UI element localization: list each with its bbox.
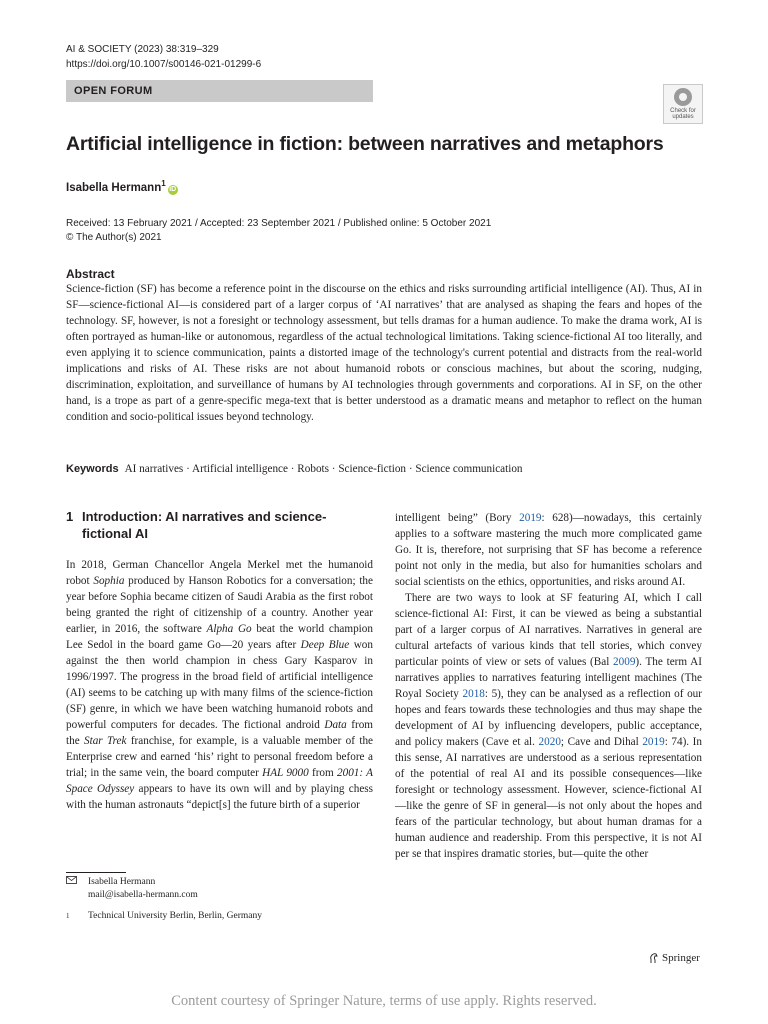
orcid-icon[interactable]: iD — [169, 185, 177, 193]
publisher-name: Springer — [662, 952, 700, 964]
author-line — [66, 179, 178, 195]
keywords-heading: Keywords — [66, 463, 119, 475]
badge-text: Check for updates — [670, 108, 696, 120]
author-name[interactable]: Isabella Hermann — [66, 181, 162, 194]
courtesy-notice: Content courtesy of Springer Nature, terms of use apply. Rights reserved. — [171, 993, 597, 1009]
citation-link[interactable]: 2019 — [519, 512, 542, 524]
keywords-line — [66, 461, 702, 477]
check-for-updates-badge[interactable] — [663, 84, 703, 124]
publication-dates — [66, 217, 491, 245]
footnote-divider — [66, 872, 126, 873]
citation-link[interactable]: 2009 — [613, 656, 636, 668]
keywords-text: AI narratives · Artificial intelligence · Robots · Science-fiction · Science communication — [124, 463, 523, 475]
article-title: Artificial intelligence in fiction: between narratives and metaphors — [66, 133, 664, 155]
paragraph: In 2018, German Chancellor Angela Merkel met the humanoid robot Sophia produced by Hanson Robotics for a conversation; the year before Sophia became citizen of Saudi Arabia as the first robot being granted the right of citizenship of a country. Another year earlier, in 2016, the software Alpha Go beat the world champion Lee Sedol in the board game Go—20 years after Deep Blue won against the then world champion in chess Gary Kasparov in 1996/1997. The progress in the broad field of artificial intelligence (AI) seems to be catching up with many films of the science-fiction (SF) genre, in which we have been watching humanoid robots and powerful computers for decades. The fictional android Data from the Star Trek franchise, for example, is a valuable member of the Enterprise crew and earned ‘his’ right to personal freedom before a trial; in the same vein, the board computer HAL 9000 from 2001: A Space Odyssey appears to have its own will and by playing chess with the human astronauts “depict[s] the future birth of a superior — [66, 559, 374, 811]
citation-link[interactable]: 2018 — [462, 688, 485, 700]
citation-link[interactable]: 2019 — [642, 736, 665, 748]
correspondent-email[interactable]: mail@isabella-hermann.com — [88, 890, 198, 900]
section-title: Introduction: AI narratives and science-fictional AI — [82, 509, 327, 541]
copyright-line: © The Author(s) 2021 — [66, 232, 162, 243]
springer-horse-icon — [649, 953, 659, 964]
journal-citation: AI & SOCIETY (2023) 38:319–329 — [66, 44, 219, 55]
affiliation-number: 1 — [66, 912, 70, 920]
correspondence-note — [66, 876, 373, 902]
affiliation-note — [66, 910, 373, 923]
abstract-text: Science-fiction (SF) has become a reference point in the discourse on the ethics and risks surrounding artificial intelligence (AI). Thus, AI in SF—science-fictional AI—is considered part of a larger corpus of ‘AI narratives’ that are analysed as shaping the fears and hopes of the technology. SF, however, is not a foresight or technology assessment, but tells dramas for a human audience. To make the drama work, AI is often portrayed as human-like or autonomous, regardless of the actual technological limitations. Taking science-fictional AI too literally, and even applying it to science communication, paints a distorted image of the technology's current potential and distracts from the real-world implications and risks of AI. These risks are not about humanoid robots or conscious machines, but about the scoring, nudging, discrimination, exploitation, and surveillance of humans by AI technologies through governments and corporations. AI in SF, on the other hand, is a trope as part of a genre-specific mega-text that is better understood as a dramatic means and metaphor to reflect on the human condition and socio-political issues beyond technology. — [66, 283, 702, 423]
paragraph: intelligent being” (Bory 2019: 628)—nowadays, this certainly applies to a software mastering the much more complicated game Go. It is, therefore, not surprising that SF has become a reference point not only in the media, but also for humanities scholars and social scientists on the ethics, opportunities, and risks around AI. — [395, 512, 702, 588]
affiliation-text: Technical University Berlin, Berlin, Germany — [88, 911, 262, 921]
correspondent-name: Isabella Hermann — [88, 877, 156, 887]
section-number: 1 — [66, 509, 74, 524]
section-label: OPEN FORUM — [66, 80, 373, 102]
left-column — [66, 557, 373, 813]
paragraph: There are two ways to look at SF featuring AI, which I call science-fictional AI: First, it can be viewed as being a substantial part of a larger corpus of AI narratives. Narratives in general are cultural artefacts of various kinds that tell stories, which convey particular points of view or sets of values (Bal 2009). The term AI narratives applies to narratives featuring intelligent machines (The Royal Society 2018: 5), they can be analysed as a reflection of our hopes and fears towards these technologies and thus may shape the development of AI by influencing developers, public acceptance, and policy makers (Cave et al. 2020; Cave and Dihal 2019: 74). In this sense, AI narratives are understood as a serious representation of the potential of real AI and its possible consequences—like foresight or technology assessment. However, science-fictional AI—like the genre of SF in general—is not only about the hopes and fears of the particular technology, but about human dramas for a human audience and readership. From this perspective, it is not AI per se that inspires dramatic stories, but—quite the other — [395, 592, 703, 860]
right-column — [395, 510, 702, 862]
check-updates-icon — [674, 88, 692, 106]
dates-line: Received: 13 February 2021 / Accepted: 23 September 2021 / Published online: 5 October 2021 — [66, 218, 492, 229]
envelope-icon — [66, 876, 77, 889]
publisher-logo — [649, 952, 700, 964]
citation-link[interactable]: 2020 — [538, 736, 561, 748]
doi-link[interactable]: https://doi.org/10.1007/s00146-021-01299-6 — [66, 59, 262, 70]
affiliation-mark: 1 — [161, 179, 166, 188]
footnotes — [66, 876, 373, 923]
journal-info — [66, 42, 261, 72]
abstract-heading: Abstract — [66, 267, 115, 281]
